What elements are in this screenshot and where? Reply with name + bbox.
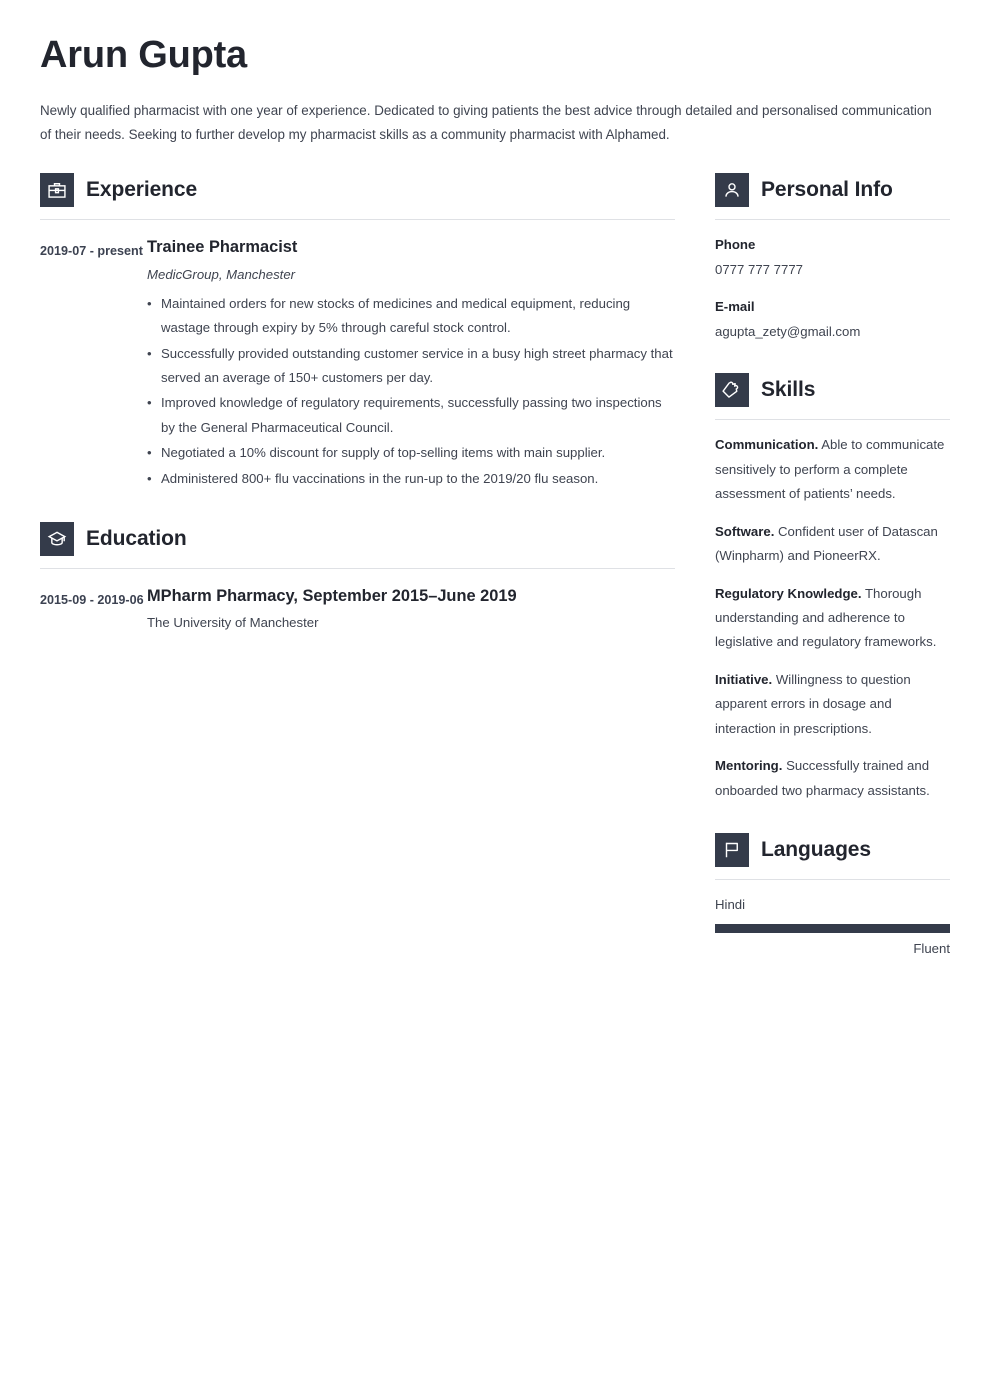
section-skills bbox=[715, 373, 950, 802]
skill-description: Able to communicate sensitively to perform a complete assessment of patients’ needs. bbox=[715, 437, 945, 502]
phone-value: 0777 777 7777 bbox=[715, 262, 804, 278]
experience-heading bbox=[40, 173, 675, 207]
email-label: E-mail bbox=[715, 298, 755, 314]
phone-field bbox=[715, 234, 950, 282]
personal-info-heading bbox=[715, 173, 950, 207]
language-level: Fluent bbox=[913, 941, 950, 957]
education-date: 2015-09 - 2019-06 bbox=[40, 593, 144, 608]
skill-name: Mentoring. bbox=[715, 758, 783, 774]
skills-heading bbox=[715, 373, 950, 407]
skill-name: Regulatory Knowledge. bbox=[715, 585, 862, 601]
section-languages bbox=[715, 833, 950, 956]
experience-entry bbox=[40, 237, 675, 492]
education-entry bbox=[40, 586, 675, 630]
email-value[interactable]: agupta_zety@gmail.com bbox=[715, 324, 861, 340]
section-personal-info bbox=[715, 173, 950, 343]
skill-item bbox=[715, 582, 950, 655]
degree-title: MPharm Pharmacy, September 2015–June 2019 bbox=[147, 587, 517, 606]
skill-name: Initiative. bbox=[715, 671, 773, 687]
institution-name: The University of Manchester bbox=[147, 615, 319, 631]
experience-date: 2019-07 - present bbox=[40, 244, 143, 259]
email-field bbox=[715, 296, 950, 344]
job-title: Trainee Pharmacist bbox=[147, 238, 298, 257]
briefcase-icon bbox=[40, 173, 74, 207]
phone-label: Phone bbox=[715, 237, 756, 253]
language-proficiency-fill bbox=[715, 924, 950, 933]
skill-description: Successfully trained and onboarded two pharmacy assistants. bbox=[715, 758, 930, 798]
languages-title: Languages bbox=[761, 837, 871, 861]
professional-summary: Newly qualified pharmacist with one year of experience. Dedicated to giving patients the best advice through detailed and personalised communication of their needs. Seeking to further develop my pharmacist skills as a community pharmacist with Alphamed. bbox=[40, 102, 932, 142]
list-item: • Administered 800+ flu vaccinations in the run-up to the 2019/20 flu season. bbox=[147, 467, 675, 491]
resume-body bbox=[40, 173, 950, 956]
section-education bbox=[40, 522, 675, 630]
candidate-name: Arun Gupta bbox=[40, 34, 247, 76]
experience-divider bbox=[40, 219, 675, 220]
resume-header bbox=[40, 0, 950, 147]
experience-entry-body bbox=[147, 237, 675, 492]
skill-description: Willingness to question apparent errors in dosage and interaction in prescriptions. bbox=[715, 671, 911, 736]
experience-bullets bbox=[147, 292, 675, 491]
education-entry-body bbox=[147, 586, 675, 630]
skills-divider bbox=[715, 419, 950, 420]
language-proficiency-bar bbox=[715, 924, 950, 933]
skill-description: Thorough understanding and adherence to legislative and regulatory frameworks. bbox=[715, 585, 937, 650]
education-divider bbox=[40, 568, 675, 569]
education-title: Education bbox=[86, 527, 187, 551]
skill-name: Software. bbox=[715, 523, 775, 539]
skill-item bbox=[715, 754, 950, 803]
skill-item bbox=[715, 668, 950, 741]
main-column bbox=[40, 173, 675, 630]
language-item bbox=[715, 894, 950, 956]
list-item: • Maintained orders for new stocks of medicines and medical equipment, reducing wastage through expiry by 5% through careful stock control. bbox=[147, 292, 675, 341]
languages-divider bbox=[715, 879, 950, 880]
person-icon bbox=[715, 173, 749, 207]
education-heading bbox=[40, 522, 675, 556]
list-item: • Negotiated a 10% discount for supply of top-selling items with main supplier. bbox=[147, 441, 675, 465]
skill-name: Communication. bbox=[715, 437, 819, 453]
list-item: • Successfully provided outstanding customer service in a busy high street pharmacy that served an average of 150+ customers per day. bbox=[147, 342, 675, 391]
personal-info-title: Personal Info bbox=[761, 178, 893, 202]
section-experience bbox=[40, 173, 675, 492]
list-item: • Improved knowledge of regulatory requirements, successfully passing two inspections by the General Pharmaceutical Council. bbox=[147, 391, 675, 440]
skill-item bbox=[715, 433, 950, 506]
graduation-cap-icon bbox=[40, 522, 74, 556]
skill-description: Confident user of Datascan (Winpharm) and PioneerRX. bbox=[715, 523, 938, 564]
company-location: MedicGroup, Manchester bbox=[147, 266, 296, 282]
personal-info-divider bbox=[715, 219, 950, 220]
skill-item bbox=[715, 520, 950, 569]
languages-heading bbox=[715, 833, 950, 867]
experience-title: Experience bbox=[86, 178, 198, 202]
sidebar-column bbox=[715, 173, 950, 956]
puzzle-piece-icon bbox=[715, 373, 749, 407]
language-name: Hindi bbox=[715, 896, 746, 912]
flag-icon bbox=[715, 833, 749, 867]
skills-title: Skills bbox=[761, 378, 816, 402]
